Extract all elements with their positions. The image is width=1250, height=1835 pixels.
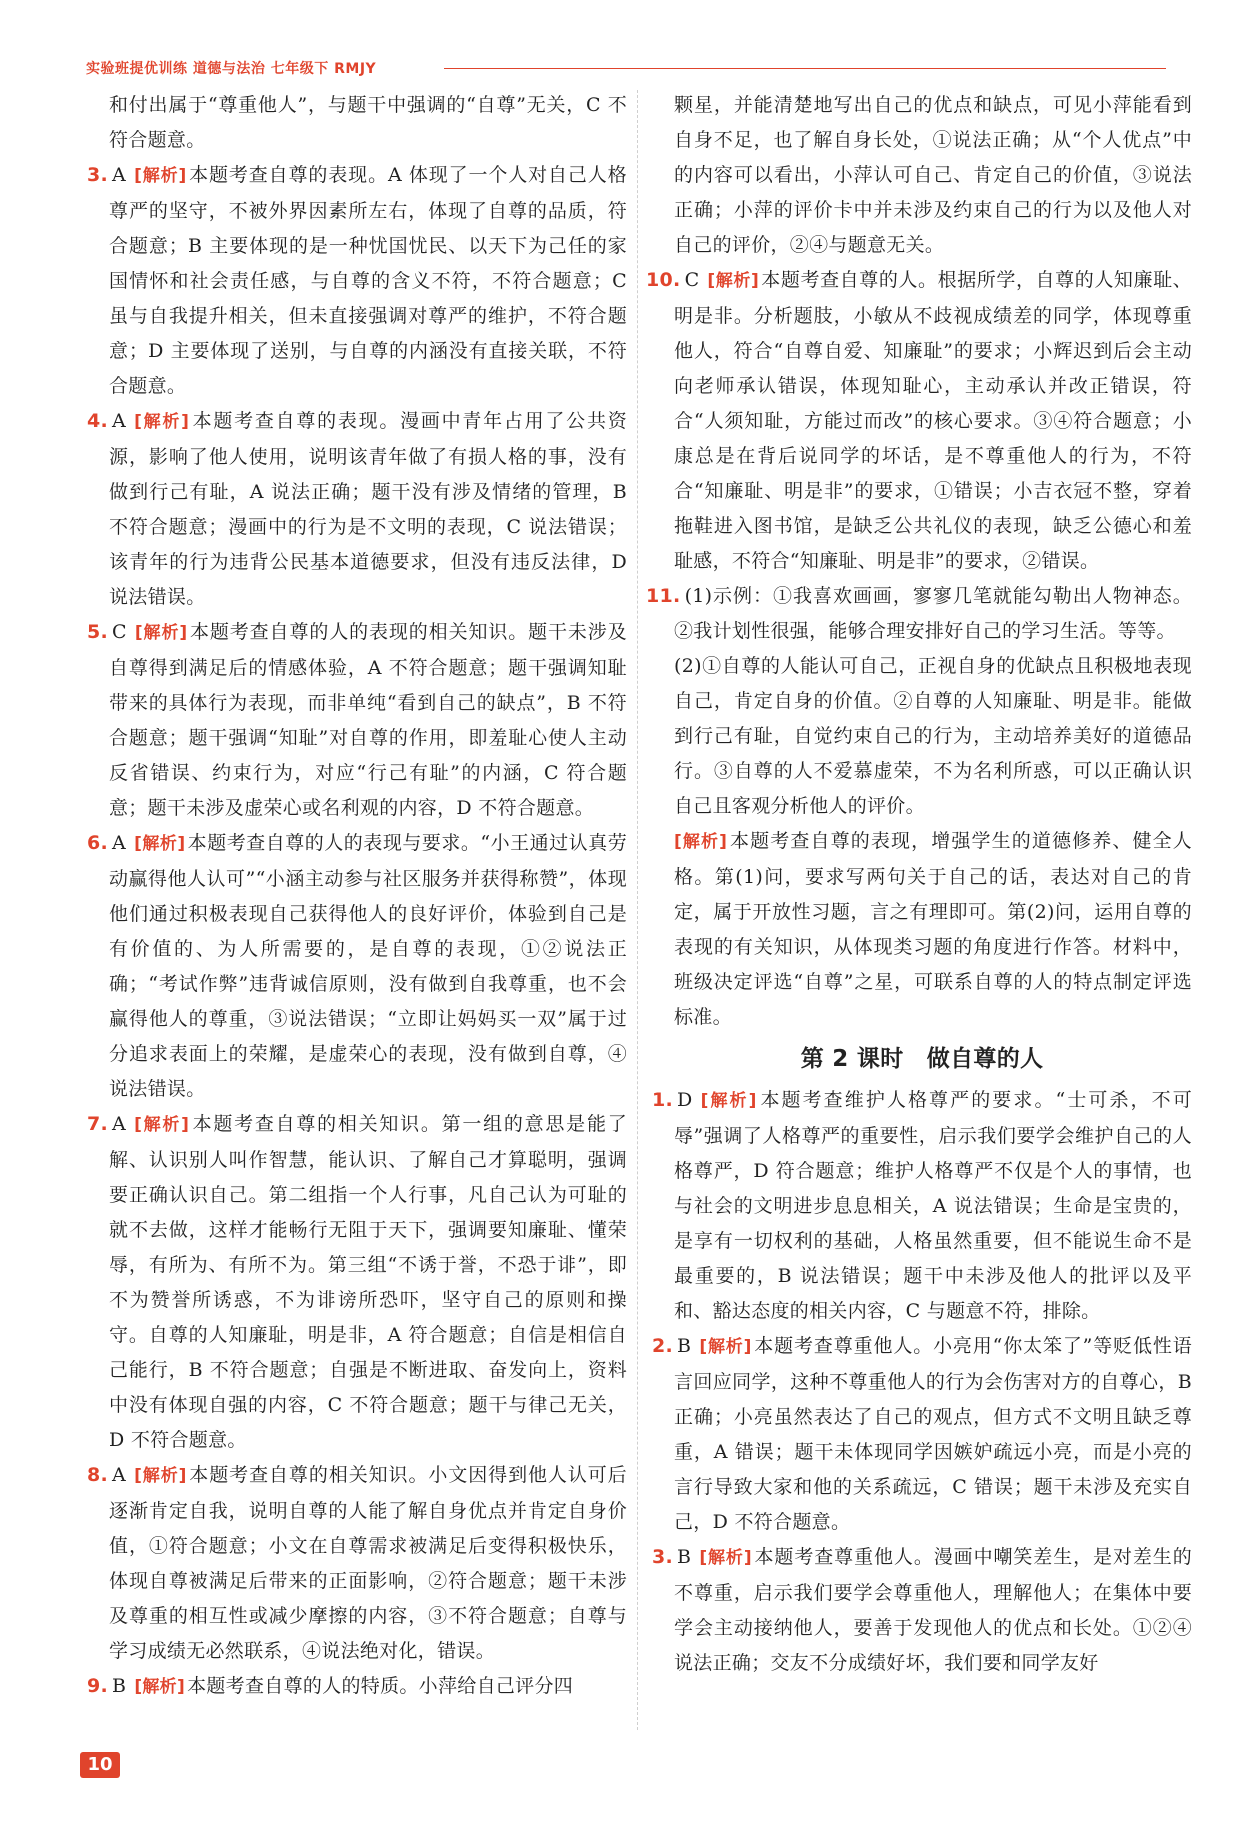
question-number: 9. [87, 1675, 109, 1697]
question-number: 3. [87, 164, 109, 186]
answer-item-11 [646, 579, 1192, 649]
header-rule [444, 68, 1166, 69]
header-title: 实验班提优训练 道德与法治 七年级下 RMJY [86, 61, 377, 77]
answer-item [87, 158, 627, 404]
analysis-tag: [解析] [699, 1337, 752, 1357]
question-number: 10. [646, 269, 681, 291]
analysis-text: 本题考查自尊的人的特质。小萍给自己评分四 [187, 1675, 574, 1697]
analysis-tag: [解析] [134, 1677, 186, 1697]
column-divider [637, 90, 638, 1730]
analysis-tag: [解析] [700, 1091, 757, 1111]
analysis-text: 本题考查尊重他人。小亮用“你太笨了”等贬低性语言回应同学，这种不尊重他人的行为会伤害对方的自尊心，B 正确；小亮虽然表达了自己的观点，但方式不文明且缺乏尊重，A 错误；题干未体现同学因嫉妒疏远小亮，而是小亮的言行导致大家和他的关系疏远，C 错误；题干未涉及充实自己，D 不符合题意。 [674, 1335, 1193, 1533]
question-number: 8. [87, 1464, 109, 1486]
answer-item [87, 1458, 627, 1669]
question-number: 4. [87, 410, 109, 432]
answer-choice: C [684, 269, 700, 291]
answer-item [646, 263, 1192, 579]
section-title: 第 2 课时 做自尊的人 [800, 1046, 1044, 1072]
page-number: 10 [80, 1752, 120, 1778]
analysis-tag: [解析] [134, 412, 190, 432]
analysis-text: 本题考查自尊的相关知识。第一组的意思是能了解、认识别人叫作智慧，能认识、了解自己才算聪明，强调要正确认识自己。第二组指一个人行事，凡自己认为可耻的就不去做，这样才能畅行无阻于天下，强调要知廉耻、懂荣辱，有所为、有所不为。第三组“不诱于誉，不恐于诽”，即不为赞誉所诱惑，不为诽谤所恐吓，坚守自己的原则和操守。自尊的人知廉耻，明是非，A 符合题意；自信是相信自己能行，B 不符合题意；自强是不断进取、奋发向上，资料中没有体现自强的内容，C 不符合题意；题干与律己无关，D 不符合题意。 [109, 1113, 627, 1451]
right-column [646, 88, 1193, 1681]
answer-choice: A [112, 164, 127, 186]
analysis-text: 本题考查自尊的表现，增强学生的道德修养、健全人格。第(1)问，要求写两句关于自己的话，表达对自己的肯定，属于开放性习题，言之有理即可。第(2)问，运用自尊的表现的有关知识，从体现类习题的角度进行作答。材料中，班级决定评选“自尊”之星，可联系自尊的人的特点制定评选标准。 [674, 830, 1192, 1028]
answer-choice: A [112, 410, 127, 432]
analysis-text: 本题考查自尊的人。根据所学，自尊的人知廉耻、明是非。分析题肢，小敏从不歧视成绩差的同学，体现尊重他人，符合“自尊自爱、知廉耻”的要求；小辉迟到后会主动向老师承认错误，体现知耻心，主动承认并改正错误，符合“人须知耻，方能过而改”的核心要求。③④符合题意；小康总是在背后说同学的坏话，是不尊重他人的行为，不符合“知廉耻、明是非”的要求，①错误；小吉衣冠不整，穿着拖鞋进入图书馆，是缺乏公共礼仪的表现，缺乏公德心和羞耻感，不符合“知廉耻、明是非”的要求，②错误。 [674, 269, 1192, 572]
analysis-text: 本题考查维护人格尊严的要求。“士可杀，不可辱”强调了人格尊严的重要性，启示我们要学会维护自己的人格尊严，D 符合题意；维护人格尊严不仅是个人的事情，也与社会的文明进步息息相关，A 说法错误；生命是宝贵的，是享有一切权利的基础，人格虽然重要，但不能说生命不是最重要的，B 说法错误；题干中未涉及他人的批评以及平和、豁达态度的相关内容，C 与题意不符，排除。 [674, 1089, 1192, 1322]
question-number: 3. [652, 1546, 674, 1568]
page-header [86, 58, 1166, 82]
question-number: 1. [652, 1089, 674, 1111]
analysis-tag: [解析] [707, 271, 760, 291]
answer-item [652, 1329, 1192, 1540]
answer-item [652, 1540, 1192, 1681]
continuation-text: 颗星，并能清楚地写出自己的优点和缺点，可见小萍能看到自身不足，也了解自身长处，①说法正确；从“个人优点”中的内容可以看出，小萍认可自己、肯定自己的价值，③说法正确；小萍的评价卡中并未涉及约束自己的行为以及他人对自己的评价，②④与题意无关。 [674, 94, 1192, 256]
analysis-tag: [解析] [134, 1115, 190, 1135]
answer-item [87, 1107, 627, 1458]
question-number: 2. [652, 1335, 674, 1357]
question-number: 11. [646, 585, 681, 607]
answer-item [87, 826, 627, 1107]
answer-choice: A [112, 1464, 127, 1486]
analysis-tag: [解析] [674, 832, 728, 852]
analysis-text: 本题考查自尊的表现。A 体现了一个人对自己人格尊严的坚守，不被外界因素所左右，体现了自尊的品质，符合题意；B 主要体现的是一种忧国忧民、以天下为己任的家国情怀和社会责任感，与自尊的含义不符，不符合题意；C 虽与自我提升相关，但未直接强调对尊严的维护，不符合题意；D 主要体现了送别，与自尊的内涵没有直接关联，不符合题意。 [109, 164, 627, 397]
answer-item [87, 1669, 627, 1705]
answer-choice: A [112, 832, 127, 854]
answer-choice: B [112, 1675, 127, 1697]
answer-choice: B [677, 1546, 692, 1568]
answer-part-1: (1)示例：①我喜欢画画，寥寥几笔就能勾勒出人物神态。②我计划性很强，能够合理安排好自己的学习生活。等等。 [674, 585, 1192, 642]
continuation-text: 和付出属于“尊重他人”，与题干中强调的“自尊”无关，C 不符合题意。 [109, 94, 627, 151]
analysis-text: 本题考查自尊的表现。漫画中青年占用了公共资源，影响了他人使用，说明该青年做了有损人格的事，没有做到行己有耻，A 说法正确；题干没有涉及情绪的管理，B 不符合题意；漫画中的行为是不文明的表现，C 说法错误；该青年的行为违背公民基本道德要求，但没有违反法律，D 说法错误。 [109, 410, 627, 608]
left-column [87, 88, 627, 1705]
answer-choice: A [112, 1113, 127, 1135]
answer-item [87, 404, 627, 615]
answer-item [87, 615, 627, 826]
question-number: 5. [87, 621, 109, 643]
answer-choice: B [677, 1335, 692, 1357]
analysis-text: 本题考查自尊的人的表现的相关知识。题干未涉及自尊得到满足后的情感体验，A 不符合题意；题干强调知耻带来的具体行为表现，而非单纯“看到自己的缺点”，B 不符合题意；题干强调“知耻”对自尊的作用，即羞耻心使人主动反省错误、约束行为，对应“行己有耻”的内涵，C 符合题意；题干未涉及虚荣心或名利观的内容，D 不符合题意。 [109, 621, 627, 819]
question-number: 7. [87, 1113, 109, 1135]
analysis-text: 本题考查自尊的相关知识。小文因得到他人认可后逐渐肯定自我，说明自尊的人能了解自身优点并肯定自身价值，①符合题意；小文在自尊需求被满足后变得积极快乐，体现自尊被满足后带来的正面影响，②符合题意；题干未涉及尊重的相互性或减少摩擦的内容，③不符合题意；自尊与学习成绩无必然联系，④说法绝对化，错误。 [109, 1464, 627, 1662]
analysis-block [652, 824, 1192, 1035]
analysis-tag: [解析] [134, 623, 188, 643]
analysis-text: 本题考查尊重他人。漫画中嘲笑差生，是对差生的不尊重，启示我们要学会尊重他人，理解他人；在集体中要学会主动接纳他人，要善于发现他人的优点和长处。①②④说法正确；交友不分成绩好坏，我们要和同学友好 [674, 1546, 1192, 1674]
answer-choice: D [677, 1089, 693, 1111]
analysis-tag: [解析] [134, 166, 187, 186]
analysis-text: 本题考查自尊的人的表现与要求。“小王通过认真劳动赢得他人认可”“小涵主动参与社区服务并获得称赞”，体现他们通过积极表现自己获得他人的良好评价，体验到自己是有价值的、为人所需要的，是自尊的表现，①②说法正确；“考试作弊”违背诚信原则，没有做到自我尊重，也不会赢得他人的尊重，③说法错误；“立即让妈妈买一双”属于过分追求表面上的荣耀，是虚荣心的表现，没有做到自尊，④说法错误。 [109, 832, 627, 1100]
answer-part-2: (2)①自尊的人能认可自己，正视自身的优缺点且积极地表现自己，肯定自身的价值。②自尊的人知廉耻、明是非。能做到行己有耻，自觉约束自己的行为，主动培养美好的道德品行。③自尊的人不爱慕虚荣，不为名利所惑，可以正确认识自己且客观分析他人的评价。 [674, 655, 1192, 817]
question-number: 6. [87, 832, 109, 854]
answer-choice: C [112, 621, 127, 643]
answer-item [652, 1083, 1192, 1329]
analysis-tag: [解析] [134, 834, 186, 854]
analysis-tag: [解析] [699, 1548, 752, 1568]
analysis-tag: [解析] [134, 1466, 187, 1486]
